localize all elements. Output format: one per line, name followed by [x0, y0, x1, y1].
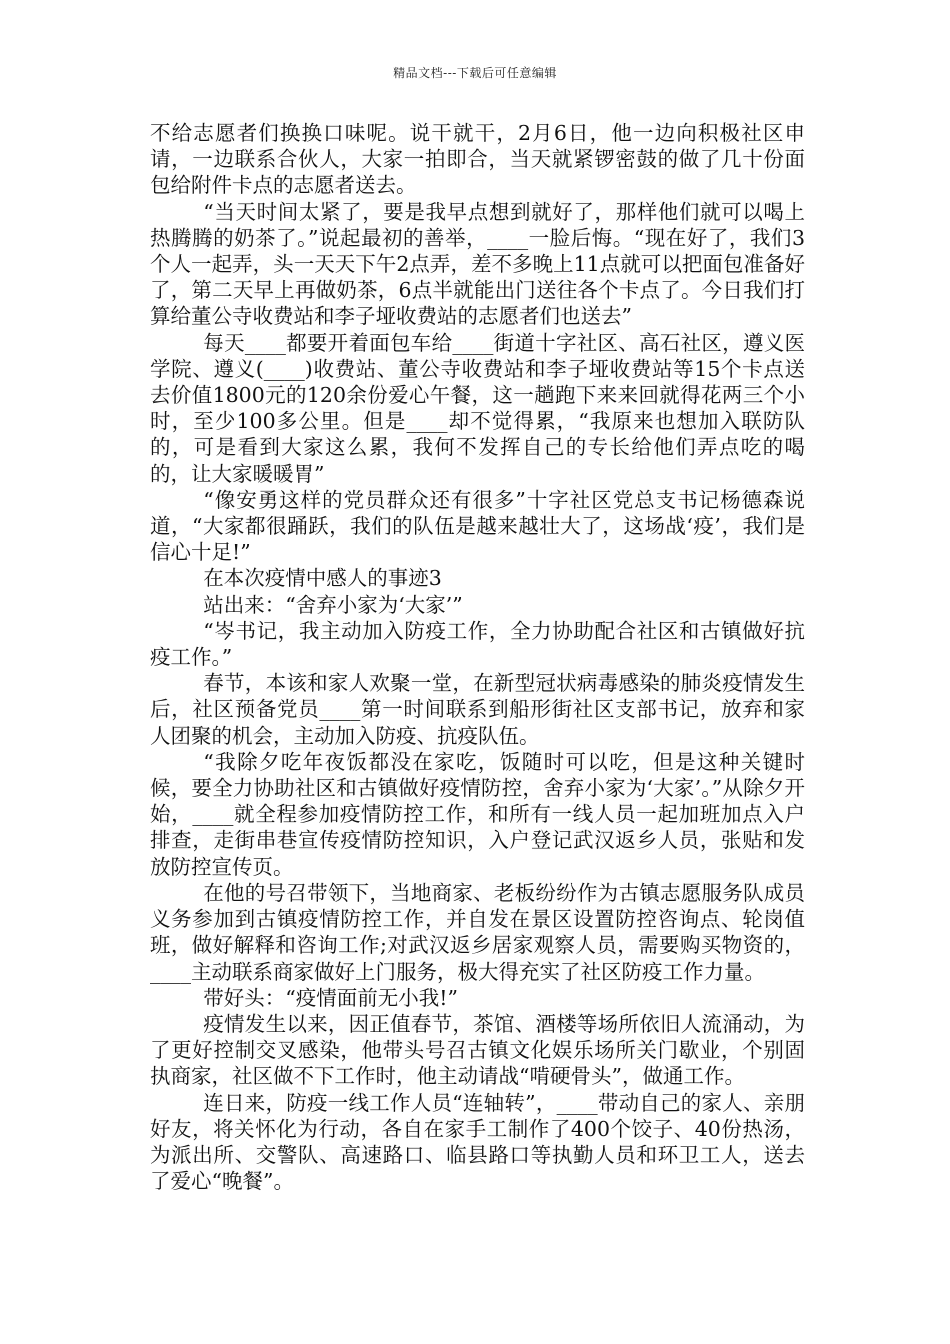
paragraph: “我除夕吃年夜饭都没在家吃，饭随时可以吃，但是这种关键时候，要全力协助社区和古镇做好疫情防控，舍弃小家为‘大家’。”从除夕开始，____就全程参加疫情防控工作，和所有一线人员一起加班加点入户排查，走街串巷宣传疫情防控知识，入户登记武汉返乡人员，张贴和发放防控宣传页。: [150, 749, 805, 879]
paragraph: “当天时间太紧了，要是我早点想到就好了，那样他们就可以喝上热腾腾的奶茶了。”说起最初的善举，____一脸后悔。“现在好了，我们3个人一起弄，头一天天下午2点弄，差不多晚上11点就可以把面包准备好了，第二天早上再做奶茶，6点半就能出门送往各个卡点了。今日我们打算给董公寺收费站和李子垭收费站的志愿者们也送去”: [150, 199, 805, 329]
paragraph: “像安勇这样的党员群众还有很多”十字社区党总支书记杨德森说道，“大家都很踊跃，我们的队伍是越来越壮大了，这场战‘疫’，我们是信心十足!”: [150, 487, 805, 565]
paragraph: 每天____都要开着面包车给____街道十字社区、高石社区，遵义医学院、遵义(____)收费站、董公寺收费站和李子垭收费站等15个卡点送去价值1800元的120余份爱心午餐，这一趟跑下来来回就得花两三个小时，至少100多公里。但是____却不觉得累，“我原来也想加入联防队的，可是看到大家这么累，我何不发挥自己的专长给他们弄点吃的喝的，让大家暖暖胃”: [150, 330, 805, 486]
paragraph: 疫情发生以来，因正值春节，茶馆、酒楼等场所依旧人流涌动，为了更好控制交叉感染，他带头号召古镇文化娱乐场所关门歇业，个别固执商家，社区做不下工作时，他主动请战“啃硬骨头”，做通工作。: [150, 1011, 805, 1089]
paragraph: 春节，本该和家人欢聚一堂，在新型冠状病毒感染的肺炎疫情发生后，社区预备党员____第一时间联系到船形街社区支部书记，放弃和家人团聚的机会，主动加入防疫、抗疫队伍。: [150, 671, 805, 748]
paragraph: 连日来，防疫一线工作人员“连轴转”，____带动自己的家人、亲朋好友，将关怀化为行动，各自在家手工制作了400个饺子、40份热汤，为派出所、交警队、高速路口、临县路口等执勤人员和环卫工人，送去了爱心“晚餐”。: [150, 1090, 805, 1194]
paragraph: 不给志愿者们换换口味呢。说干就干，2月6日，他一边向积极社区申请，一边联系合伙人，大家一拍即合，当天就紧锣密鼓的做了几十份面包给附件卡点的志愿者送去。: [150, 121, 805, 198]
subheading: 站出来：“舍弃小家为‘大家’”: [203, 592, 463, 617]
document-body: [150, 120, 805, 1194]
paragraph: “岑书记，我主动加入防疫工作，全力协助配合社区和古镇做好抗疫工作。”: [150, 618, 805, 670]
paragraph: 在他的号召带领下，当地商家、老板纷纷作为古镇志愿服务队成员义务参加到古镇疫情防控工作，并自发在景区设置防控咨询点、轮岗值班，做好解释和咨询工作;对武汉返乡居家观察人员，需要购买物资的，____主动联系商家做好上门服务，极大得充实了社区防疫工作力量。: [150, 880, 805, 984]
subheading: 带好头：“疫情面前无小我!”: [203, 985, 458, 1010]
page-header: 精品文档---下载后可任意编辑: [393, 66, 557, 80]
section-heading: 在本次疫情中感人的事迹3: [203, 566, 442, 591]
